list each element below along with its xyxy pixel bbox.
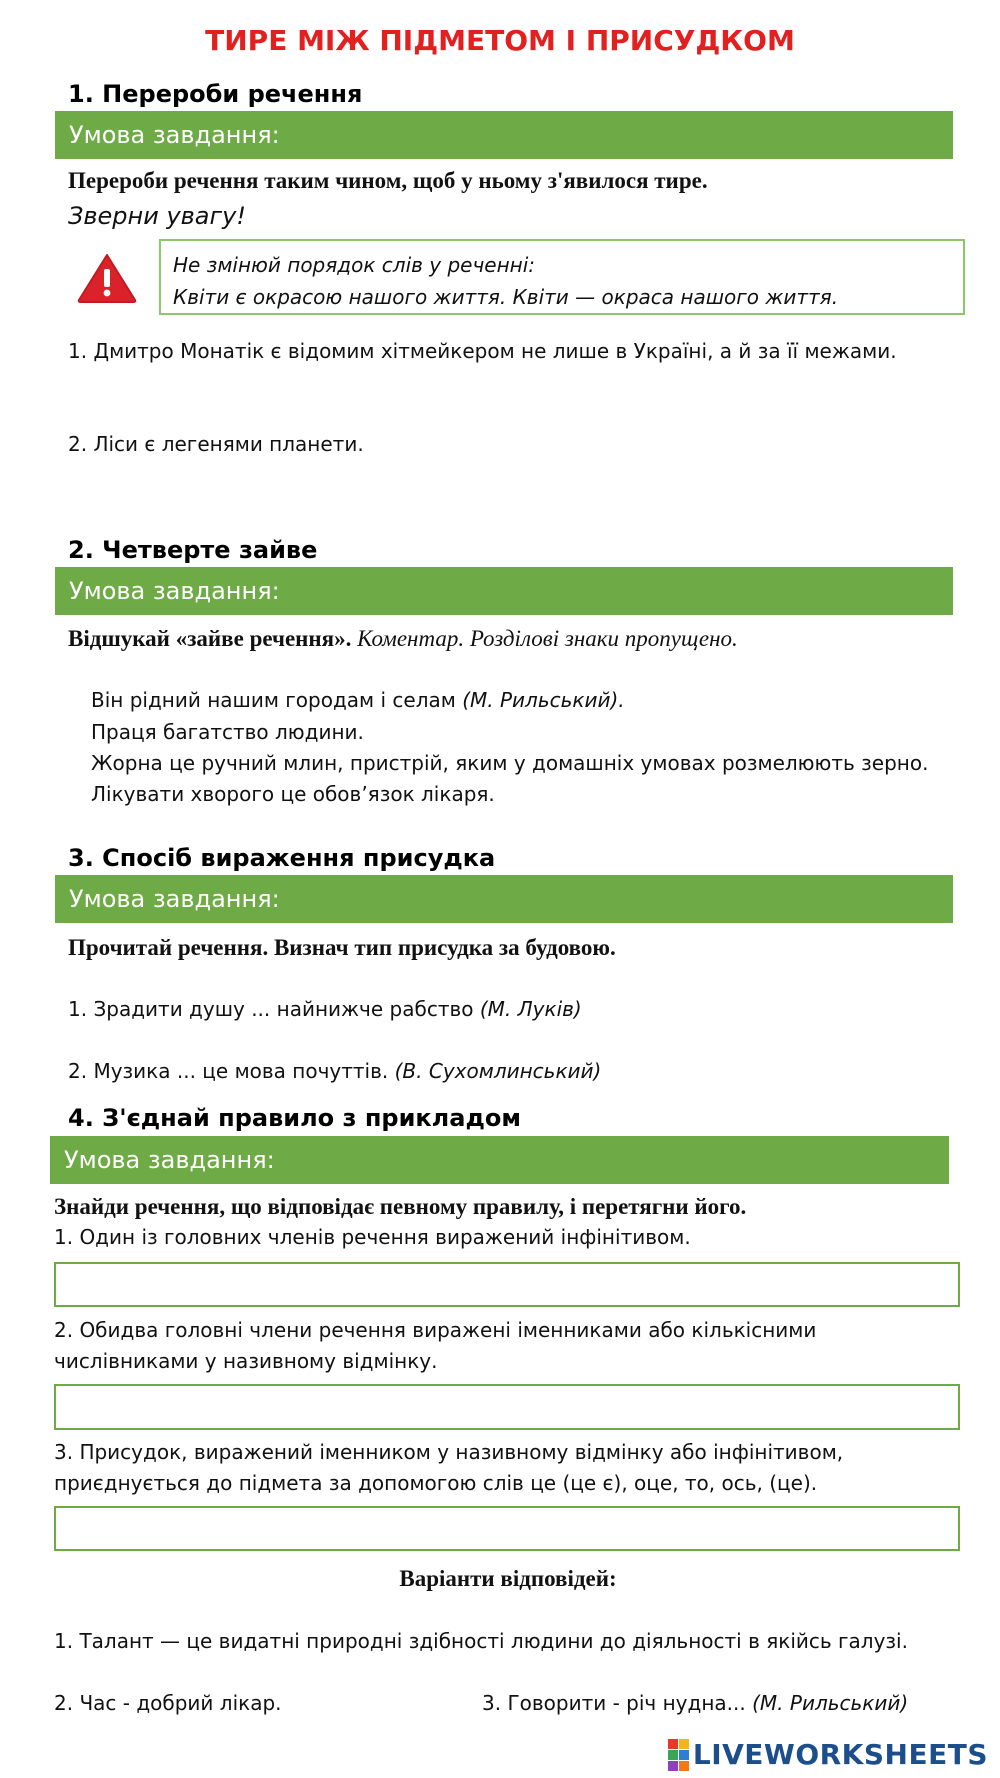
task-label: Умова завдання: [69,121,280,149]
section1-sentence2: 2. Ліси є легенями планети. [68,432,364,456]
warning-icon [76,252,138,304]
answer-option-2[interactable]: 2. Час - добрий лікар. [54,1691,282,1715]
section2-line1-text: Він рідний нашим городам і селам [91,688,463,712]
section1-sentence1: 1. Дмитро Монатік є відомим хітмейкером не лише в Україні, а й за її межами. [68,339,897,363]
rule2-line2: числівниками у називному відмінку. [54,1349,438,1373]
section2-line1 [91,688,625,712]
liveworksheets-logo [668,1738,988,1771]
section3-heading: 3. Спосіб вираження присудка [68,844,496,872]
section3-sentence1-text: 1. Зрадити душу ... найнижче рабство [68,997,480,1021]
note-box [159,239,965,315]
section3-sentence2-author: (В. Сухомлинський) [394,1059,602,1083]
section4-task-bar [50,1136,949,1184]
task-label: Умова завдання: [64,1146,275,1174]
section3-instruction: Прочитай речення. Визнач тип присудка за будовою. [68,935,616,960]
section2-line4: Лікувати хворого це обов’язок лікаря. [91,782,495,806]
attention-text: Зверни увагу! [68,202,246,230]
section2-line2: Праця багатство людини. [91,720,364,744]
task-label: Умова завдання: [69,885,280,913]
section3-sentence1 [68,997,582,1021]
section3-sentence1-author: (М. Луків) [479,997,582,1021]
answer-option-3-author: (М. Рильський) [752,1691,909,1715]
section2-instruction-bold: Відшукай «зайве речення». [68,626,352,651]
section1-heading: 1. Перероби речення [68,80,363,108]
section2-line1-author: (М. Рильський). [462,688,625,712]
drop-zone-3[interactable] [54,1506,960,1551]
section4-heading: 4. З'єднай правило з прикладом [68,1104,521,1132]
section3-sentence2 [68,1059,601,1083]
rule1-text: 1. Один із головних членів речення виражений інфінітивом. [54,1225,691,1249]
rule3-line1: 3. Присудок, виражений іменником у називному відмінку або інфінітивом, [54,1440,844,1464]
answer-option-3[interactable] [482,1691,908,1715]
drop-zone-2[interactable] [54,1384,960,1430]
task-label: Умова завдання: [69,577,280,605]
note-line2: Квіти є окрасою нашого життя. Квіти — окраса нашого життя. [173,285,839,309]
section2-instruction [68,626,738,652]
page-title: ТИРЕ МІЖ ПІДМЕТОМ І ПРИСУДКОМ [205,24,795,57]
note-line1: Не змінюй порядок слів у реченні: [173,253,536,277]
answers-heading: Варіанти відповідей: [399,1566,617,1591]
logo-text: LIVEWORKSHEETS [692,1738,988,1771]
liveworksheets-logo-icon [668,1739,689,1771]
section2-line3: Жорна це ручний млин, пристрій, яким у домашніх умовах розмелюють зерно. [91,751,929,775]
section2-task-bar [55,567,953,615]
answer-option-3-text: 3. Говорити - річ нудна... [482,1691,753,1715]
section1-task-bar [55,111,953,159]
section1-instruction: Перероби речення таким чином, щоб у ньому з'явилося тире. [68,168,708,193]
section4-instruction: Знайди речення, що відповідає певному правилу, і перетягни його. [54,1194,747,1219]
section3-sentence2-text: 2. Музика ... це мова почуттів. [68,1059,395,1083]
rule3-line2: приєднується до підмета за допомогою слів це (це є), оце, то, ось, (це). [54,1471,818,1495]
rule2-line1: 2. Обидва головні члени речення виражені іменниками або кількісними [54,1318,817,1342]
answer-option-1[interactable]: 1. Талант — це видатні природні здібності людини до діяльності в якійсь галузі. [54,1629,908,1653]
section2-heading: 2. Четверте зайве [68,536,318,564]
drop-zone-1[interactable] [54,1262,960,1307]
section2-comment: Коментар. Розділові знаки пропущено. [351,626,738,651]
section3-task-bar [55,875,953,923]
